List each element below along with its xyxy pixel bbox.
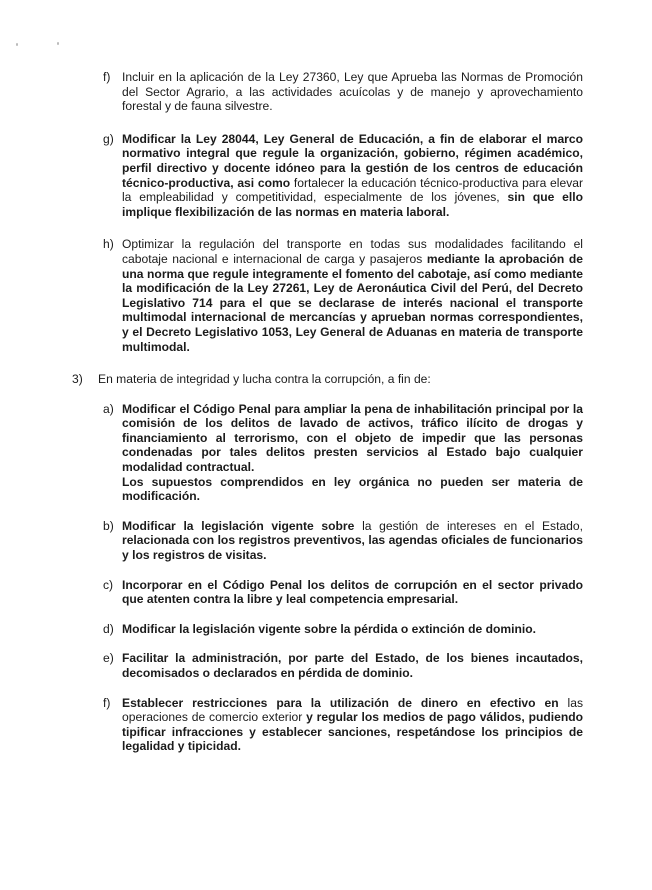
list-item: [0, 696, 652, 754]
paragraph: [122, 519, 583, 563]
text-run-bold: sin que ello implique flexibilización de las normas en materia laboral.: [122, 190, 584, 219]
list-item-text: [122, 622, 583, 637]
list-item-text: [122, 132, 583, 220]
list-item-marker: b): [103, 518, 114, 533]
list-item-text: [122, 651, 583, 680]
paragraph: [122, 696, 583, 754]
paragraph: [122, 475, 583, 504]
text-run-bold: Facilitar la administración, por parte del Estado, de los bienes incautados, decomisados o declarados en pérdida de dominio.: [122, 651, 583, 680]
text-run-bold: y regular los medios de pago válidos, pudiendo tipificar infracciones y establecer sanciones, respetándose los principios de legalidad y tipicidad.: [122, 710, 583, 754]
paragraph-spacer: [0, 563, 652, 578]
list-item-text: [122, 402, 583, 504]
paragraph-spacer: [0, 607, 652, 622]
paragraph: [122, 132, 583, 220]
list-item: [0, 70, 652, 114]
list-item: [0, 622, 652, 637]
list-item: [0, 519, 652, 563]
list-item-marker: a): [103, 401, 114, 416]
text-run-bold: Establecer restricciones para la utilización de dinero en efectivo en: [122, 695, 568, 710]
paragraph: [122, 402, 583, 475]
list-item-marker: h): [103, 237, 114, 252]
paragraph: [122, 578, 583, 607]
list-item-text: [122, 696, 583, 754]
document-blocks: [0, 70, 652, 754]
list-item: [0, 402, 652, 504]
paragraph-spacer: [0, 114, 652, 132]
list-item-marker: 3): [72, 372, 83, 387]
paragraph-spacer: [0, 387, 652, 402]
text-run-regular: la gestión de intereses en el Estado,: [362, 518, 583, 533]
list-item-text: [122, 237, 583, 354]
text-run-bold: Incorporar en el Código Penal los delitos de corrupción en el sector privado que atenten contra la libre y leal competencia empresarial.: [122, 577, 583, 607]
list-item-marker: e): [103, 651, 114, 666]
text-run-regular: En materia de integridad y lucha contra la corrupción, a fin de:: [98, 372, 431, 387]
text-run-regular: las operaciones de comercio exterior: [122, 695, 583, 725]
text-run-regular: fortalecer la educación técnico-productiva para elevar la empleabilidad y competitividad, especialmente de los jóvenes,: [122, 175, 583, 205]
list-item: [0, 132, 652, 220]
list-item-marker: f): [103, 70, 111, 84]
list-item: [0, 237, 652, 354]
text-run-bold: Los supuestos comprendidos en ley orgánica no pueden ser materia de modificación.: [122, 474, 583, 504]
list-item-text: [122, 70, 583, 114]
text-run-bold: Modificar el Código Penal para ampliar la pena de inhabilitación principal por la comisión de los delitos de lavado de activos, tráfico ilícito de drogas y financiamiento al terrorismo, con el objeto de impedir que las personas condenadas por tales delitos presten servicios al Estado bajo cualquier modalidad contractual.: [122, 401, 583, 475]
list-item-marker: c): [103, 577, 114, 592]
paragraph: [122, 70, 583, 114]
paragraph-spacer: [0, 504, 652, 519]
paragraph-spacer: [0, 681, 652, 696]
paragraph-spacer: [0, 219, 652, 237]
paragraph-spacer: [0, 354, 652, 372]
list-item: [0, 372, 652, 387]
text-run-bold: Modificar la Ley 28044, Ley General de Educación, a fin de elaborar el marco normativo integral que regule la organización, gobierno, régimen académico, perfil directivo y docente idóneo para la gestión de los centros de educación técnico-productiva, asi como: [122, 131, 583, 190]
paragraph: [122, 651, 583, 680]
list-item-marker: d): [103, 621, 114, 636]
list-item: [0, 651, 652, 680]
list-item: [0, 578, 652, 607]
list-item-marker: f): [103, 695, 111, 710]
list-item-text: [122, 578, 583, 607]
text-run-regular: Incluir en la aplicación de la Ley 27360, Ley que Aprueba las Normas de Promoción del Sector Agrario, a las actividades acuícolas y de manejo y aprovechamiento forestal y de fauna silvestre.: [122, 70, 583, 114]
paragraph: [98, 372, 583, 387]
list-item-marker: g): [103, 131, 114, 146]
text-run-bold: Modificar la legislación vigente sobre: [122, 518, 363, 533]
paragraph: [122, 622, 583, 637]
paragraph-spacer: [0, 636, 652, 651]
paragraph: [122, 237, 583, 354]
list-item-text: [122, 519, 583, 563]
list-item-text: [98, 372, 583, 387]
text-run-bold: mediante la aprobación de una norma que regule integramente el fomento del cabotaje, así como mediante la modificación de la Ley 27261, Ley de Aeronáutica Civil del Perú, del Decreto Legislativo 714 para el que se declarase de interés nacional el transporte multimodal internacional de mercancías y aprueban normas correspondientes, y el Decreto Legislativo 1053, Ley General de Aduanas en materia de transporte multimodal.: [122, 251, 583, 354]
text-run-regular: Optimizar la regulación del transporte en todas sus modalidades facilitando el cabotaje nacional e internacional de carga y pasajeros: [122, 237, 583, 266]
text-run-bold: Modificar la legislación vigente sobre la pérdida o extinción de dominio.: [122, 621, 536, 636]
text-run-bold: relacionada con los registros preventivos, las agendas oficiales de funcionarios y los registros de visitas.: [122, 533, 583, 563]
